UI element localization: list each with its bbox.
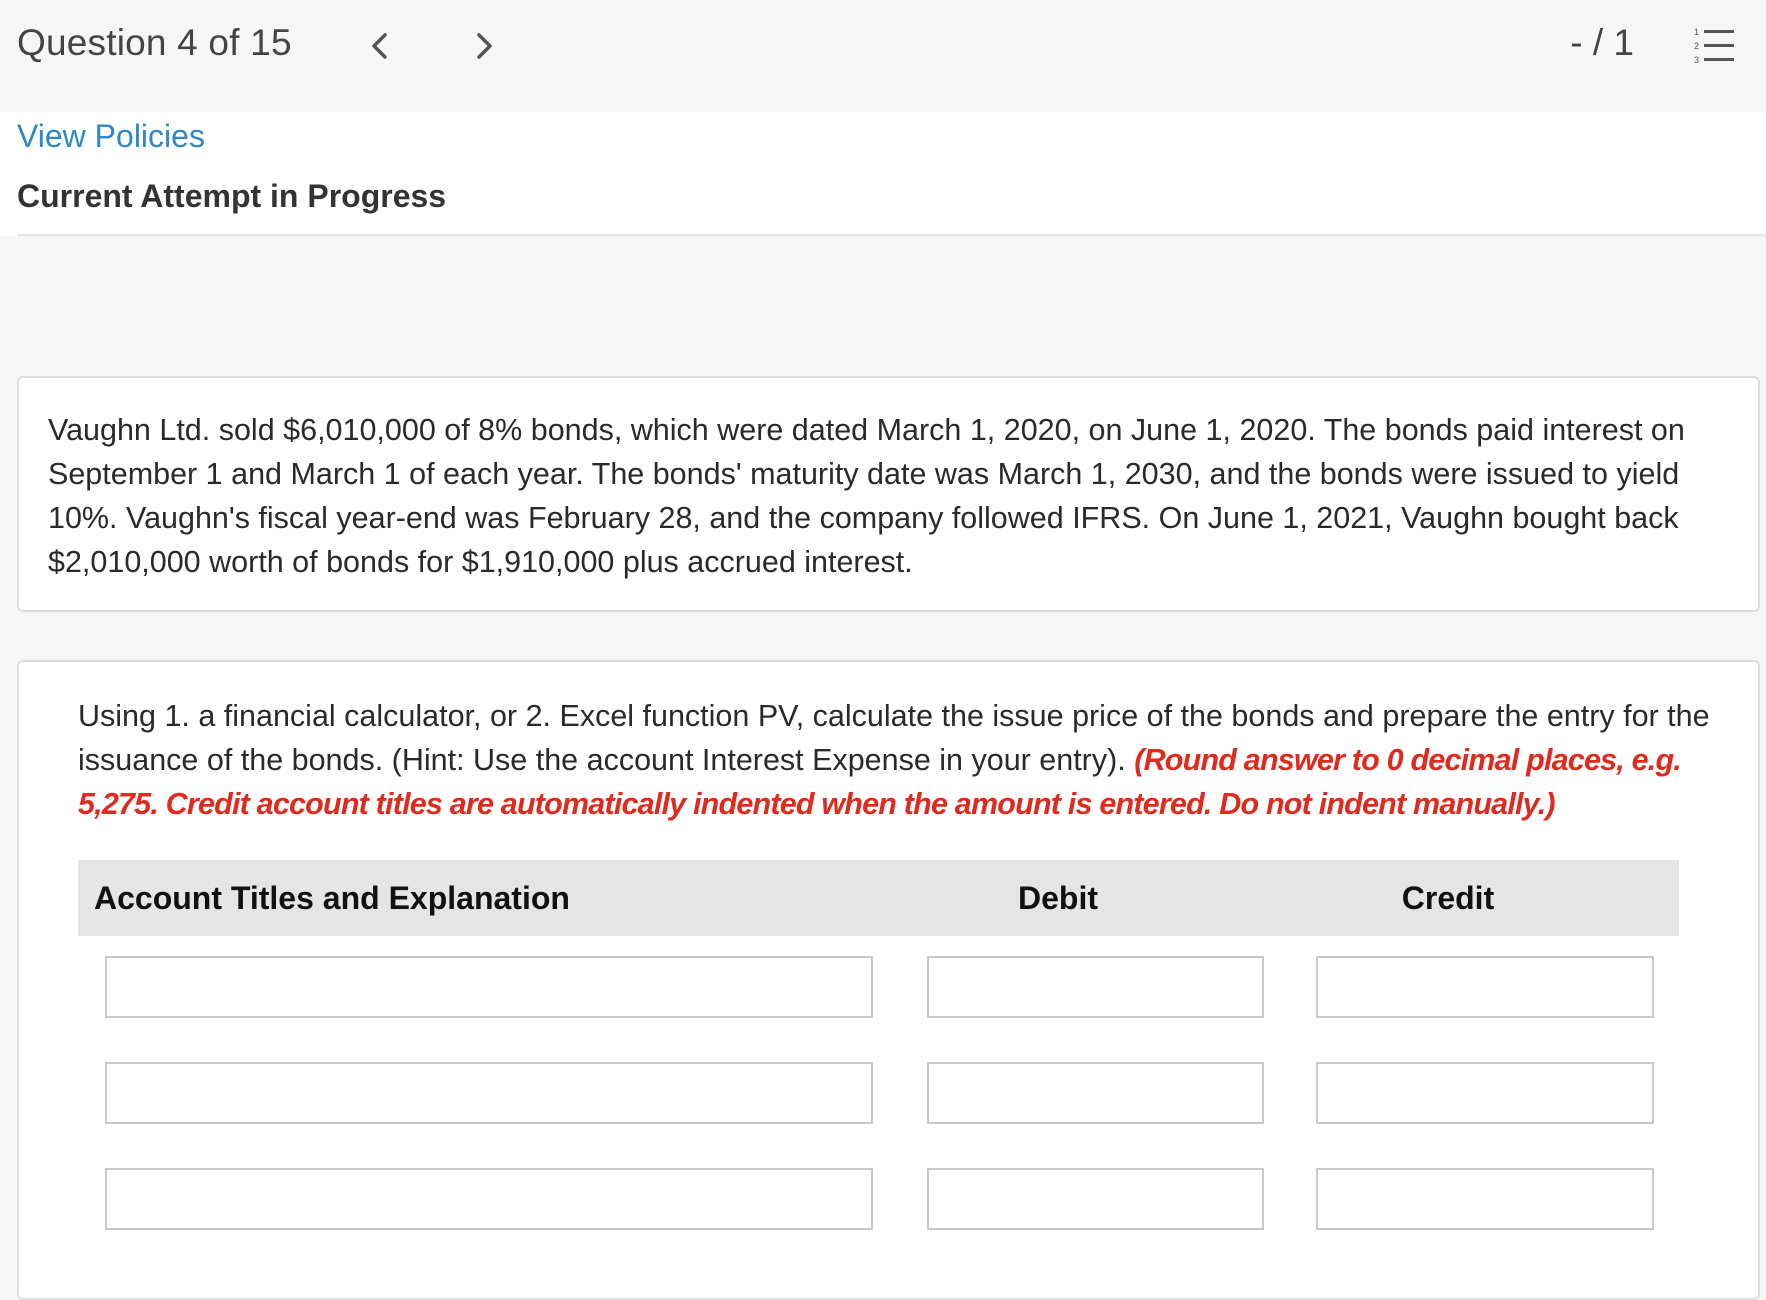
journal-table-header [78,860,1679,936]
account-title-input[interactable] [105,1168,873,1230]
question-score: - / 1 [1570,22,1634,63]
chevron-right-icon [473,31,495,61]
problem-statement: Vaughn Ltd. sold $6,010,000 of 8% bonds, which were dated March 1, 2020, on June 1, 2020. The bonds paid interest on September 1 and March 1 of each year. The bonds' maturity date was March 1, 2030, and the bonds were issued to yield 10%. Vaughn's fiscal year-end was February 28, and the company followed IFRS. On June 1, 2021, Vaughn bought back $2,010,000 worth of bonds for $1,910,000 plus accrued interest. [48,413,1685,579]
debit-input[interactable] [927,1062,1264,1124]
question-list-button[interactable] [1692,24,1736,68]
question-counter: Question 4 of 15 [17,22,292,63]
next-question-button[interactable] [464,26,504,66]
previous-question-button[interactable] [360,26,400,66]
numbered-list-icon [1692,24,1736,68]
column-header-account: Account Titles and Explanation [94,880,570,916]
view-policies-link[interactable]: View Policies [17,118,205,154]
account-title-input[interactable] [105,1062,873,1124]
svg-text:1: 1 [1694,27,1700,37]
problem-statement-box [17,376,1760,612]
svg-text:3: 3 [1694,55,1700,65]
question-content [0,112,1766,1154]
column-header-debit: Debit [1018,880,1098,916]
credit-input[interactable] [1316,956,1654,1018]
question-part-box [17,660,1760,1300]
account-title-input[interactable] [105,956,873,1018]
debit-input[interactable] [927,1168,1264,1230]
credit-input[interactable] [1316,1062,1654,1124]
debit-input[interactable] [927,956,1264,1018]
question-body [0,236,1766,1154]
question-header [0,0,1766,112]
chevron-left-icon [369,31,391,61]
rounding-instruction: (Round answer to 0 decimal places, e.g. 5,275. Credit account titles are automatically indented when the amount is entered. Do not indent manually.) [78,743,1681,821]
svg-text:2: 2 [1694,41,1700,51]
column-header-credit: Credit [1401,880,1495,916]
instruction-text: Using 1. a financial calculator, or 2. Excel function PV, calculate the issue price of the bonds and prepare the entry for the issuance of the bonds. (Hint: Use the account Interest Expense in your entry). [78,699,1710,777]
part-instruction [78,694,1718,826]
attempt-status: Current Attempt in Progress [17,178,447,214]
credit-input[interactable] [1316,1168,1654,1230]
